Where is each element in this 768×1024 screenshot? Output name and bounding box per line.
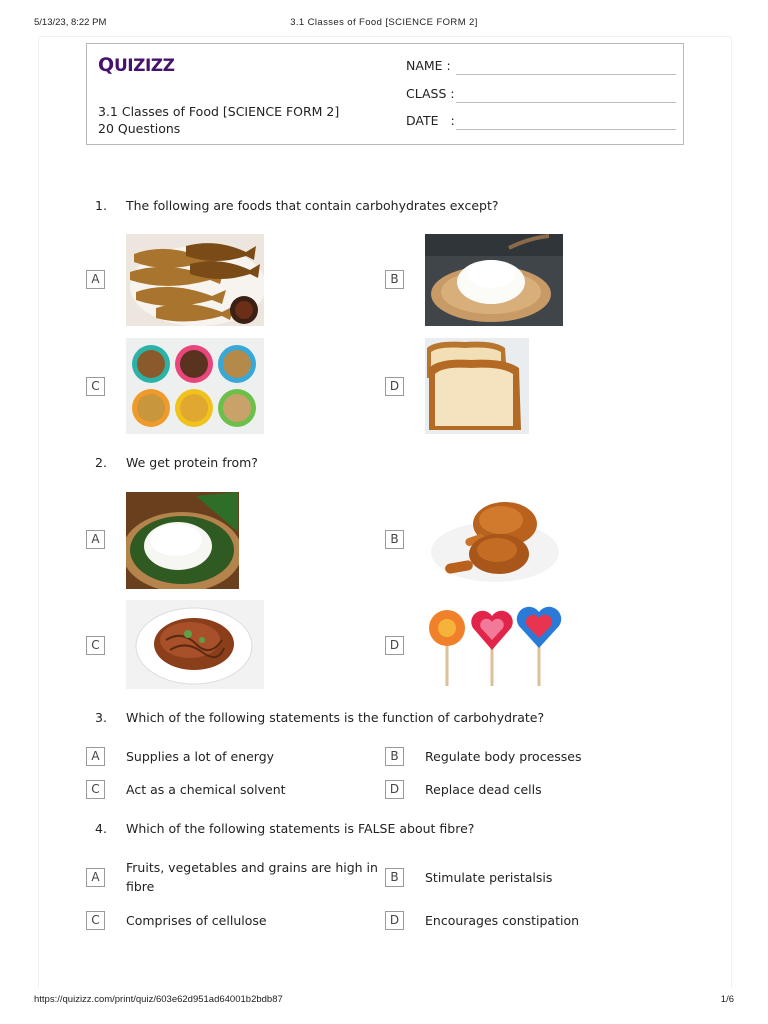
page-number: 1/6 — [720, 994, 734, 1005]
q3-option-a[interactable]: A — [86, 747, 105, 766]
quiz-title: 3.1 Classes of Food [SCIENCE FORM 2] — [98, 104, 340, 119]
date-field[interactable] — [406, 113, 676, 131]
q3-option-c-text[interactable]: Act as a chemical solvent — [126, 782, 286, 797]
question-count: 20 Questions — [98, 121, 181, 136]
class-label: CLASS : — [406, 86, 455, 101]
question-2-text: We get protein from? — [126, 455, 258, 470]
svg-text:UIZIZZ: UIZIZZ — [114, 56, 175, 76]
q4-option-d[interactable]: D — [385, 911, 404, 930]
q2-option-c[interactable]: C — [86, 636, 105, 655]
question-1-text: The following are foods that contain carbohydrates except? — [126, 198, 499, 213]
fried-chicken-image — [425, 492, 563, 589]
print-document-title: 3.1 Classes of Food [SCIENCE FORM 2] — [290, 17, 478, 28]
quizizz-logo — [98, 51, 178, 82]
q4-option-b-text[interactable]: Stimulate peristalsis — [425, 870, 553, 885]
q3-option-d-text[interactable]: Replace dead cells — [425, 782, 542, 797]
q2-option-a[interactable]: A — [86, 530, 105, 549]
svg-text:Q: Q — [98, 54, 114, 76]
name-line — [456, 74, 676, 75]
print-footer — [34, 994, 734, 1008]
q1-option-c[interactable]: C — [86, 377, 105, 396]
q4-option-a[interactable]: A — [86, 868, 105, 887]
date-label: DATE : — [406, 113, 455, 128]
question-1-number: 1. — [95, 198, 107, 213]
class-field[interactable] — [406, 86, 676, 104]
question-3-text: Which of the following statements is the function of carbohydrate? — [126, 710, 545, 725]
question-4-number: 4. — [95, 821, 107, 836]
q1-option-a[interactable]: A — [86, 270, 105, 289]
q3-option-d[interactable]: D — [385, 780, 404, 799]
q4-option-c[interactable]: C — [86, 911, 105, 930]
question-2-number: 2. — [95, 455, 107, 470]
cereal-bowls-image — [126, 338, 264, 434]
print-url: https://quizizz.com/print/quiz/603e62d951ad64001b2bdb87 — [34, 994, 283, 1005]
q4-option-b[interactable]: B — [385, 868, 404, 887]
question-4-text: Which of the following statements is FALSE about fibre? — [126, 821, 475, 836]
fried-fish-image — [126, 234, 264, 326]
bread-slices-image — [425, 338, 529, 434]
print-header — [34, 17, 734, 31]
q1-option-b[interactable]: B — [385, 270, 404, 289]
rice-on-leaf-image — [126, 492, 239, 589]
fried-noodles-image — [126, 600, 264, 689]
name-label: NAME : — [406, 58, 451, 73]
q3-option-b[interactable]: B — [385, 747, 404, 766]
q3-option-c[interactable]: C — [86, 780, 105, 799]
lollipops-image — [425, 600, 563, 689]
q2-option-b[interactable]: B — [385, 530, 404, 549]
q3-option-b-text[interactable]: Regulate body processes — [425, 749, 582, 764]
q2-option-d[interactable]: D — [385, 636, 404, 655]
question-3-number: 3. — [95, 710, 107, 725]
worksheet-header — [86, 43, 684, 145]
q1-option-d[interactable]: D — [385, 377, 404, 396]
print-datetime: 5/13/23, 8:22 PM — [34, 17, 107, 28]
q3-option-a-text[interactable]: Supplies a lot of energy — [126, 749, 275, 764]
date-line — [456, 129, 676, 130]
rice-plate-image — [425, 234, 563, 326]
name-field[interactable] — [406, 58, 676, 76]
q4-option-a-text[interactable]: Fruits, vegetables and grains are high in fibre — [126, 860, 378, 894]
q4-option-c-text[interactable]: Comprises of cellulose — [126, 913, 267, 928]
q4-option-d-text[interactable]: Encourages constipation — [425, 913, 580, 928]
class-line — [456, 102, 676, 103]
